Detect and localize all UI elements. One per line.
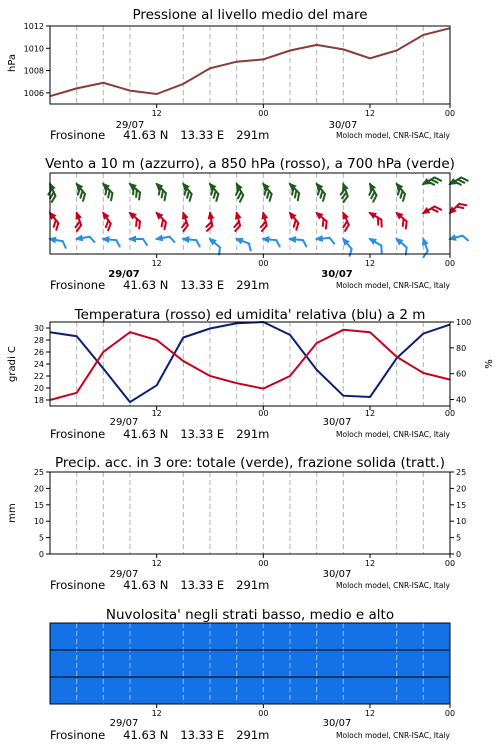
- temperature-credit: Moloch model, CNR-ISAC, Italy: [336, 430, 450, 439]
- location-name: Frosinone: [50, 427, 106, 441]
- wind-location: [50, 278, 269, 292]
- wind-850-barb-head: [420, 207, 430, 217]
- wind-10m-barb-flag: [90, 236, 95, 243]
- wind-850-barb: [177, 210, 192, 231]
- humidity-ylabel: %: [484, 359, 495, 369]
- precipitation-x-tick-label: 12: [364, 559, 376, 568]
- humidity-line: [50, 322, 450, 402]
- wind-x-tick-label: 00: [444, 259, 456, 268]
- precipitation-day-1: 29/07: [109, 569, 139, 580]
- cloud-cell: [150, 650, 176, 677]
- temperature-day-1: 29/07: [109, 417, 139, 428]
- temperature-ylabel: gradi C: [7, 346, 18, 382]
- wind-850-barb-head: [367, 209, 377, 219]
- location-name: Frosinone: [50, 278, 106, 292]
- wind-10m-barb: [154, 233, 174, 246]
- wind-10m-barb-head: [74, 235, 83, 243]
- wind-700-barb: [177, 180, 196, 201]
- wind-10m-barb-flag: [247, 243, 253, 250]
- cloud-cell: [275, 650, 301, 677]
- wind-10m-barb-head: [47, 235, 56, 243]
- temperature-x-tick-label: 00: [444, 409, 456, 418]
- wind-850-barb-flag: [378, 220, 384, 227]
- wind-10m-barb: [233, 235, 254, 250]
- wind-10m-barb-flag: [302, 240, 307, 246]
- temperature-location: [50, 427, 269, 441]
- wind-850-barb-head: [339, 210, 349, 220]
- wind-10m-barb-flag: [143, 239, 147, 245]
- precipitation-panel: [7, 455, 466, 592]
- location-name: Frosinone: [50, 578, 106, 592]
- wind-850-barb: [284, 209, 303, 230]
- cloud-cell: [425, 623, 451, 650]
- wind-850-barb: [446, 199, 466, 219]
- wind-10m-barb: [337, 235, 356, 256]
- temperature-x-tick-label: 12: [151, 409, 162, 418]
- cloud-cell: [175, 677, 201, 704]
- cloud-cell: [75, 677, 101, 704]
- precipitation-ylabel: mm: [7, 503, 18, 523]
- wind-700-barb: [231, 181, 249, 202]
- wind-10m-barb-head: [128, 236, 136, 243]
- temperature-x-tick-label: 12: [364, 409, 376, 418]
- location-alt: 291m: [236, 728, 270, 742]
- precipitation-location: [50, 578, 269, 592]
- pressure-y-tick-label: 1008: [23, 66, 44, 76]
- precipitation-frame: [50, 472, 450, 554]
- precipitation-x-tick-label: 00: [444, 559, 456, 568]
- wind-panel: [44, 156, 468, 292]
- wind-credit: Moloch model, CNR-ISAC, Italy: [336, 281, 450, 290]
- location-lat: 41.63 N: [123, 278, 169, 292]
- wind-10m-barb-flag: [170, 236, 175, 243]
- wind-700-barb: [151, 180, 171, 200]
- wind-850-barb: [44, 209, 63, 230]
- precipitation-grid: [77, 472, 424, 554]
- precipitation-x-tick-label: 12: [151, 559, 162, 568]
- humidity-y-tick-label: 80: [456, 343, 467, 353]
- cloud-cell: [50, 677, 76, 704]
- wind-10m-barb-head: [181, 235, 190, 243]
- precipitation-yticks: [34, 468, 466, 559]
- wind-10m-barb: [365, 235, 386, 253]
- cloud-cell: [250, 650, 276, 677]
- location-lon: 13.33 E: [180, 427, 225, 441]
- cloud-cell: [125, 677, 151, 704]
- wind-700-barb: [125, 180, 146, 199]
- humidity-y-tick-label: 60: [456, 369, 467, 379]
- cloud-title: Nuvolosita' negli strati basso, medio e alto: [105, 607, 395, 623]
- precipitation-y-tick-label: 0: [38, 550, 44, 559]
- cloud-cell: [75, 650, 101, 677]
- cloud-cell: [175, 650, 201, 677]
- wind-700-barb: [257, 180, 276, 201]
- wind-10m-barb-flag: [62, 241, 67, 248]
- pressure-location: [50, 128, 269, 142]
- cloud-x-tick-label: 12: [364, 709, 376, 718]
- wind-850-barb-head: [73, 210, 82, 220]
- wind-10m-barb-head: [234, 235, 244, 244]
- pressure-line: [50, 28, 450, 96]
- wind-700-barb: [204, 180, 223, 201]
- pressure-y-tick-label: 1012: [23, 22, 44, 31]
- wind-10m-barb-head: [367, 235, 377, 245]
- pressure-ylabel: hPa: [7, 53, 18, 73]
- wind-700-barb: [44, 181, 61, 202]
- cloud-cell: [50, 650, 76, 677]
- location-lon: 13.33 E: [180, 728, 225, 742]
- wind-10m-barb-head: [288, 235, 297, 243]
- wind-700-barb: [311, 180, 330, 201]
- wind-850-barb: [151, 209, 171, 229]
- temperature-y-tick-label: 20: [33, 384, 44, 393]
- wind-850-barb: [257, 210, 271, 231]
- pressure-xticks: [152, 104, 456, 118]
- cloud-cell: [250, 677, 276, 704]
- cloud-cell: [275, 677, 301, 704]
- wind-700-barb: [284, 180, 304, 200]
- wind-title: Vento a 10 m (azzurro), a 850 hPa (rosso), a 700 hPa (verde): [45, 156, 455, 172]
- precipitation-y2-tick-label: 10: [456, 517, 467, 527]
- wind-10m-barb: [314, 234, 334, 245]
- pressure-x-tick-label: 12: [364, 109, 376, 118]
- location-alt: 291m: [236, 578, 270, 592]
- wind-850-barb-head: [179, 210, 188, 220]
- cloud-cells: [50, 623, 451, 704]
- cloud-panel: [50, 607, 455, 742]
- wind-850-barb-head: [233, 210, 242, 220]
- cloud-cell: [325, 650, 351, 677]
- wind-10m-barb-head: [101, 235, 110, 243]
- wind-10m-barb: [74, 233, 94, 246]
- pressure-yticks: [24, 22, 50, 98]
- pressure-x-tick-label: 12: [151, 109, 162, 118]
- location-alt: 291m: [236, 427, 270, 441]
- cloud-cell: [350, 677, 376, 704]
- wind-10m-barb: [205, 235, 226, 254]
- wind-700-barb: [98, 180, 118, 200]
- precipitation-y2-tick-label: 0: [456, 550, 462, 559]
- wind-xticks: [152, 254, 456, 268]
- cloud-cell: [175, 623, 201, 650]
- wind-day-1: 29/07: [108, 269, 140, 280]
- temperature-y-tick-label: 22: [33, 372, 44, 381]
- precipitation-xticks: [152, 554, 456, 568]
- cloud-cell: [200, 623, 226, 650]
- location-alt: 291m: [236, 128, 270, 142]
- location-name: Frosinone: [50, 728, 106, 742]
- wind-850-barb: [70, 210, 85, 231]
- cloud-location: [50, 728, 269, 742]
- cloud-cell: [150, 623, 176, 650]
- temperature-title: Temperatura (rosso) ed umidita' relativa (blu) a 2 m: [74, 307, 426, 323]
- wind-850-barb: [204, 210, 217, 230]
- wind-10m-barb-flag: [116, 240, 121, 246]
- wind-700-barb: [337, 181, 352, 202]
- temperature-y-tick-label: 30: [33, 324, 44, 333]
- location-name: Frosinone: [50, 128, 106, 142]
- temperature-day-2: 30/07: [322, 417, 352, 428]
- cloud-cell: [75, 623, 101, 650]
- location-lat: 41.63 N: [123, 128, 169, 142]
- cloud-cell: [325, 677, 351, 704]
- cloud-cell: [125, 650, 151, 677]
- cloud-cell: [250, 623, 276, 650]
- cloud-cell: [225, 677, 251, 704]
- cloud-cell: [400, 623, 426, 650]
- precipitation-y-tick-label: 10: [33, 517, 44, 527]
- humidity-yticks: [450, 318, 471, 405]
- precipitation-day-2: 30/07: [322, 569, 352, 580]
- cloud-cell: [275, 623, 301, 650]
- pressure-x-tick-label: 00: [444, 109, 456, 118]
- cloud-cell: [400, 677, 426, 704]
- wind-10m-barb-head: [447, 234, 457, 243]
- cloud-cell: [350, 623, 376, 650]
- precipitation-y2-tick-label: 15: [456, 500, 467, 510]
- temperature-y-tick-label: 18: [33, 396, 44, 405]
- wind-frame: [50, 173, 450, 254]
- wind-barbs: [44, 172, 468, 257]
- wind-700-barb: [71, 180, 90, 201]
- wind-850-barb: [311, 209, 332, 228]
- pressure-day-1: 29/07: [115, 120, 145, 131]
- wind-850-barb-head: [259, 210, 268, 220]
- cloud-cell: [425, 677, 451, 704]
- location-lat: 41.63 N: [123, 427, 169, 441]
- temperature-xticks: [152, 406, 456, 418]
- temperature-y-tick-label: 26: [33, 348, 44, 357]
- precipitation-x-tick-label: 00: [258, 559, 269, 568]
- pressure-frame: [50, 26, 450, 104]
- cloud-credit: Moloch model, CNR-ISAC, Italy: [336, 731, 450, 740]
- cloud-cell: [300, 677, 326, 704]
- temperature-yticks: [34, 324, 50, 405]
- wind-10m-barb-flag: [216, 247, 223, 254]
- wind-10m-barb-flag: [347, 249, 354, 256]
- precipitation-y-tick-label: 25: [33, 468, 44, 477]
- wind-850-barb-head: [206, 210, 214, 219]
- wind-10m-barb: [391, 235, 412, 254]
- wind-10m-barb-flag: [403, 247, 410, 254]
- temperature-x-tick-label: 00: [258, 409, 269, 418]
- wind-10m-barb-head: [314, 235, 323, 243]
- wind-x-tick-label: 00: [258, 259, 269, 268]
- wind-10m-barb-flag: [463, 235, 468, 242]
- humidity-y-tick-label: 40: [456, 395, 467, 405]
- cloud-x-tick-label: 00: [444, 709, 456, 718]
- cloud-cell: [300, 623, 326, 650]
- precipitation-title: Precip. acc. in 3 ore: totale (verde), frazione solida (tratt.): [55, 455, 445, 471]
- precipitation-y2-tick-label: 20: [456, 484, 467, 494]
- temperature-frame: [50, 322, 450, 406]
- location-lat: 41.63 N: [123, 578, 169, 592]
- wind-x-tick-label: 12: [151, 259, 162, 268]
- wind-10m-barb-flag: [276, 240, 281, 246]
- wind-850-barb: [125, 209, 146, 228]
- wind-10m-barb-head: [261, 235, 270, 243]
- precipitation-credit: Moloch model, CNR-ISAC, Italy: [336, 581, 450, 590]
- humidity-y-tick-label: 100: [456, 318, 472, 327]
- cloud-cell: [225, 650, 251, 677]
- precipitation-y2-tick-label: 5: [456, 533, 462, 543]
- cloud-cell: [200, 650, 226, 677]
- temperature-line: [50, 330, 450, 400]
- temperature-y-tick-label: 28: [33, 336, 44, 345]
- wind-day-2: 30/07: [321, 269, 353, 280]
- wind-10m-barb-flag: [378, 246, 384, 253]
- precipitation-y-tick-label: 5: [38, 533, 44, 543]
- cloud-cell: [350, 650, 376, 677]
- cloud-cell: [150, 677, 176, 704]
- pressure-y-tick-label: 1006: [23, 88, 44, 98]
- cloud-cell: [50, 623, 76, 650]
- cloud-x-tick-label: 00: [258, 709, 269, 718]
- precipitation-y-tick-label: 15: [33, 500, 44, 510]
- cloud-cell: [325, 623, 351, 650]
- cloud-cell: [425, 650, 451, 677]
- pressure-x-tick-label: 00: [258, 109, 269, 118]
- wind-850-barb: [97, 209, 116, 230]
- location-lon: 13.33 E: [180, 578, 225, 592]
- wind-850-barb: [365, 209, 386, 227]
- cloud-cell: [225, 623, 251, 650]
- wind-10m-barb-head: [154, 235, 163, 243]
- pressure-credit: Moloch model, CNR-ISAC, Italy: [336, 131, 450, 140]
- wind-850-barb: [337, 210, 354, 231]
- cloud-day-2: 30/07: [322, 718, 352, 729]
- pressure-title: Pressione al livello medio del mare: [132, 7, 368, 23]
- wind-850-barb: [230, 210, 244, 231]
- cloud-cell: [400, 650, 426, 677]
- wind-10m-barb-flag: [196, 240, 201, 246]
- location-lat: 41.63 N: [123, 728, 169, 742]
- cloud-cell: [125, 623, 151, 650]
- wind-10m-barb-head: [419, 236, 428, 246]
- pressure-grid: [77, 26, 424, 104]
- wind-10m-barb: [128, 236, 147, 246]
- precipitation-y2-tick-label: 25: [456, 468, 467, 477]
- location-alt: 291m: [236, 278, 270, 292]
- location-lon: 13.33 E: [180, 278, 225, 292]
- pressure-panel: [7, 7, 455, 142]
- wind-850-barb: [391, 209, 412, 228]
- pressure-day-2: 30/07: [328, 120, 358, 131]
- cloud-day-1: 29/07: [109, 718, 139, 729]
- cloud-cell: [300, 650, 326, 677]
- wind-x-tick-label: 12: [364, 259, 376, 268]
- temperature-panel: [7, 307, 495, 441]
- cloud-x-tick-label: 12: [151, 709, 162, 718]
- location-lon: 13.33 E: [180, 128, 225, 142]
- wind-700-barb: [364, 181, 382, 202]
- precipitation-y-tick-label: 20: [33, 484, 44, 494]
- pressure-y-tick-label: 1010: [23, 44, 44, 54]
- wind-10m-barb-flag: [330, 238, 335, 244]
- wind-700-barb: [391, 180, 410, 201]
- temperature-y-tick-label: 24: [33, 360, 44, 369]
- cloud-xticks: [152, 704, 456, 718]
- cloud-cell: [200, 677, 226, 704]
